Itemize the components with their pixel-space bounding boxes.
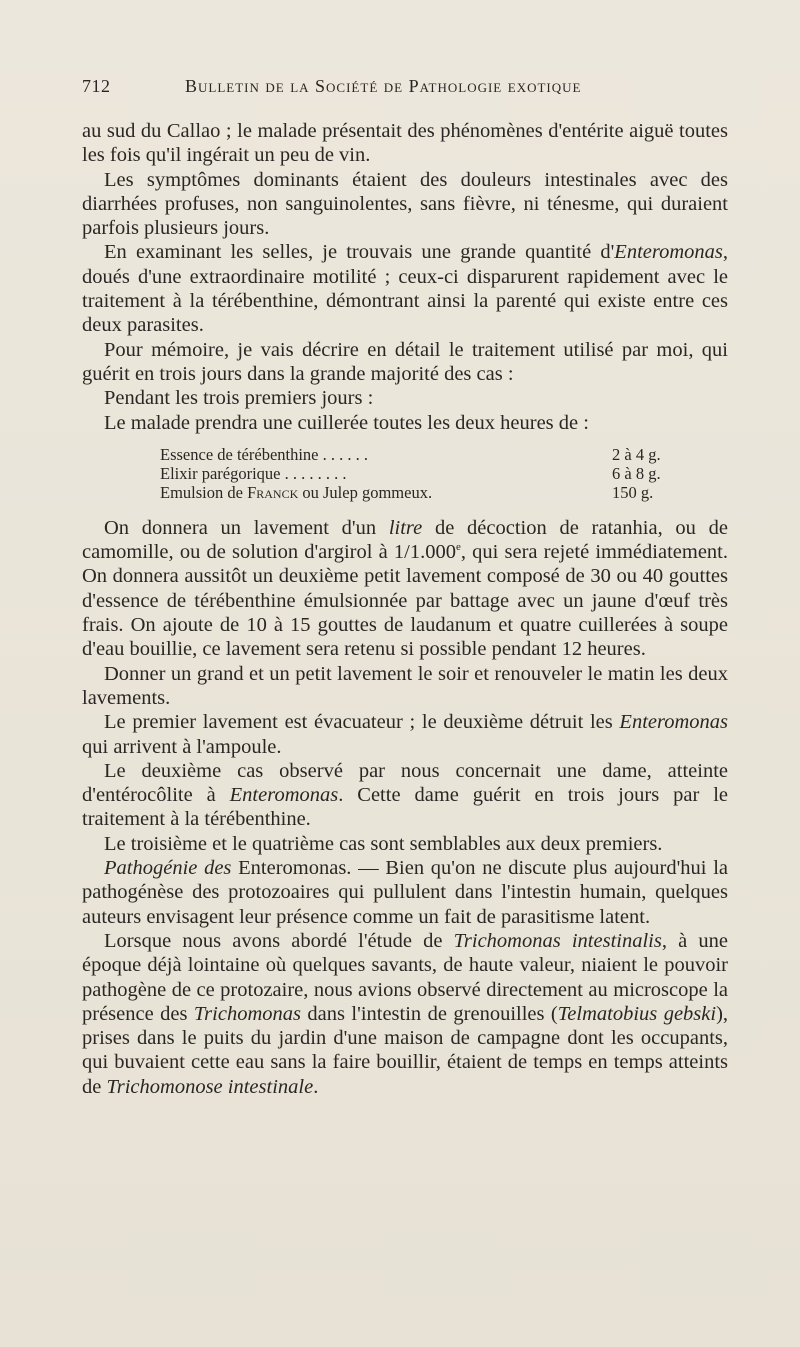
- paragraph: Le premier lavement est évacuateur ; le deuxième détruit les Enteromonas qui arrivent à l'ampoule.: [82, 711, 728, 758]
- paragraph: Pathogénie des Enteromonas. — Bien qu'on ne discute plus aujourd'hui la pathogénèse des protozoaires qui pullulent dans l'intestin humain, quelques auteurs envisagent leur présence comme un fait de parasitisme latent.: [82, 857, 728, 928]
- recipe-item: Essence de térébenthine . . . . . . 2 à 4 g.: [160, 444, 661, 464]
- paragraph: au sud du Callao ; le malade présentait des phénomènes d'entérite aiguë toutes les fois qu'il ingérait un peu de vin.: [82, 120, 728, 167]
- recipe-list: [160, 445, 720, 502]
- paragraph: Le deuxième cas observé par nous concernait une dame, atteinte d'entérocôlite à Enteromonas. Cette dame guérit en trois jours par le traitement à la térébenthine.: [82, 759, 728, 831]
- page-header: [82, 76, 722, 106]
- recipe-item: Elixir parégorique . . . . . . . . 6 à 8 g.: [160, 463, 661, 483]
- paragraph: Le malade prendra une cuillerée toutes les deux heures de :: [104, 411, 589, 434]
- paragraph: Lorsque nous avons abordé l'étude de Trichomonas intestinalis, à une époque déjà lointaine où quelques savants, de haute valeur, niaient le pouvoir pathogène de ce protozaire, nous avions observé directement au microscope la présence des Trichomonas dans l'intestin de grenouilles (Telmatobius gebski), prises dans le puits du jardin d'une maison de campagne dont les occupants, qui buvaient cette eau sans la faire bouillir, étaient de temps en temps atteints de Trichomonose intestinale.: [82, 929, 729, 1098]
- paragraph: On donnera un lavement d'un litre de décoction de ratanhia, ou de camomille, ou de solution d'argirol à 1/1.000e, qui sera rejeté immédiatement. On donnera aussitôt un deuxième petit lavement composé de 30 ou 40 gouttes d'essence de térébenthine émulsionnée par battage avec un jaune d'œuf très frais. On ajoute de 10 à 15 gouttes de laudanum et quatre cuillerées à soupe d'eau bouillie, ce lavement sera retenu si possible pendant 12 heures.: [82, 516, 729, 661]
- recipe-item: Emulsion de Franck ou Julep gommeux. 150 g.: [160, 482, 654, 502]
- body-text: [82, 119, 728, 1099]
- running-title: Bulletin de la Société de Pathologie exotique: [185, 76, 582, 96]
- paragraph: Le troisième et le quatrième cas sont semblables aux deux premiers.: [104, 832, 663, 855]
- paragraph: En examinant les selles, je trouvais une grande quantité d'Enteromonas, doués d'une extraordinaire motilité ; ceux-ci disparurent rapidement avec le traitement à la térébenthine, démontrant ainsi la parenté qui existe entre ces deux parasites.: [82, 241, 728, 337]
- paragraph: Donner un grand et un petit lavement le soir et renouveler le matin les deux lavements.: [82, 662, 728, 709]
- paragraph: Les symptômes dominants étaient des douleurs intestinales avec des diarrhées profuses, non sanguinolentes, sans fièvre, ni ténesme, qui duraient parfois plusieurs jours.: [82, 168, 728, 240]
- paragraph: Pendant les trois premiers jours :: [104, 387, 374, 410]
- page-number: 712: [82, 76, 111, 96]
- paragraph: Pour mémoire, je vais décrire en détail le traitement utilisé par moi, qui guérit en trois jours dans la grande majorité des cas :: [82, 338, 728, 385]
